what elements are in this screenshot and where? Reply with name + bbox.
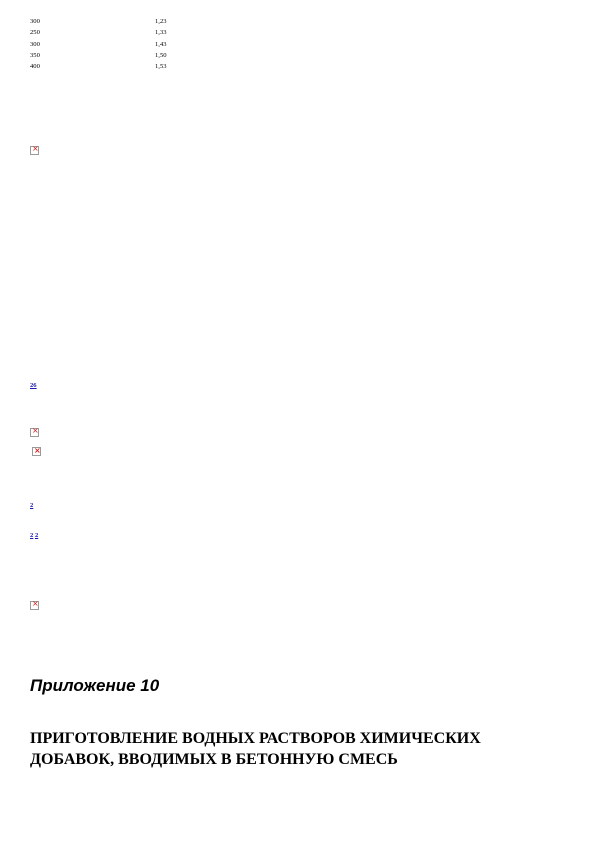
table-cell: 300: [30, 18, 40, 25]
formula-image-placeholder: [32, 447, 41, 456]
formula-image-placeholder: [30, 428, 39, 437]
table-cell: 1,53: [155, 63, 167, 71]
paragraph: [30, 530, 550, 541]
table-cell: 350: [30, 51, 40, 59]
link-item-26[interactable]: 26: [30, 382, 37, 389]
table-cell: 400: [30, 63, 40, 71]
table-cell: 250: [30, 29, 40, 37]
link-fig-2[interactable]: 2: [30, 532, 34, 539]
section-heading: ПРИГОТОВЛЕНИЕ ВОДНЫХ РАСТВОРОВ ХИМИЧЕСКИХ ДОБАВОК, ВВОДИМЫХ В БЕТОННУЮ СМЕСЬ: [30, 730, 481, 768]
link-fig-2[interactable]: 2: [30, 502, 34, 509]
formula-legend: [30, 446, 550, 457]
paragraph: [30, 500, 550, 511]
formula-image-placeholder: [30, 146, 39, 155]
table-cell: 1,50: [155, 51, 167, 59]
table-cell: 300: [30, 40, 40, 48]
formula-image-placeholder: [30, 601, 39, 610]
table-cell: 1,43: [155, 40, 167, 48]
table-cell: 1,33: [155, 29, 167, 37]
paragraph: [30, 380, 550, 391]
appendix-title: Приложение 10: [30, 676, 160, 695]
link-fig-2[interactable]: 2: [34, 532, 39, 539]
table-cell: 1,23: [155, 18, 167, 25]
